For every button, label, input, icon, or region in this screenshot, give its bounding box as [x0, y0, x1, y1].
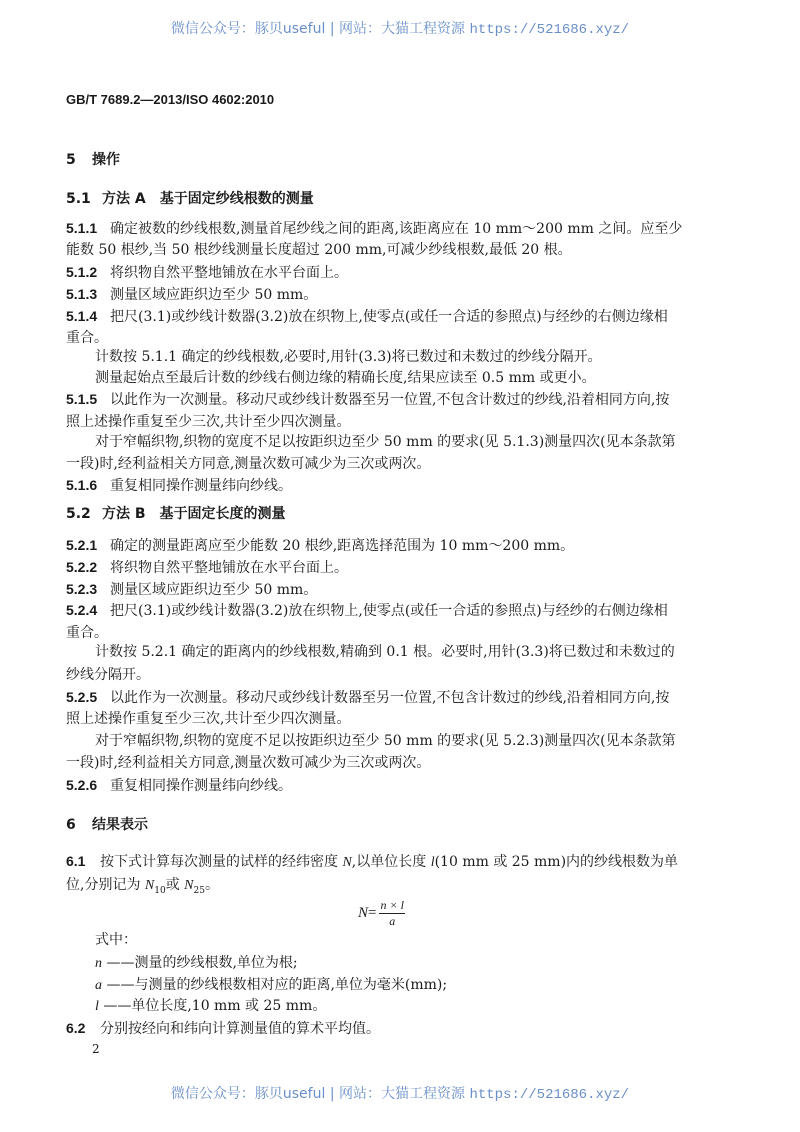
section-title: 方法 B 基于固定长度的测量 — [102, 506, 286, 522]
clause-5-2-1 — [66, 536, 574, 555]
watermark-site: 网站：大猫工程资源 — [339, 1086, 465, 1102]
where-title: 式中： — [95, 932, 137, 948]
subscript-25: 25 — [193, 885, 205, 896]
clause-5-2-4-para2-cont: 纱线分隔开。 — [66, 667, 150, 683]
section-heading-6 — [66, 816, 148, 834]
where-item-a — [95, 976, 447, 995]
section-title: 结果表示 — [92, 817, 148, 833]
clause-text: 重复相同操作测量纬向纱线。 — [110, 478, 292, 494]
symbol: l — [95, 999, 99, 1014]
clause-5-2-4 — [66, 601, 668, 620]
clause-5-1-5-para2: 对于窄幅织物,织物的宽度不足以按距织边至少 50 mm 的要求(见 5.1.3)测量四次(见本条款第 — [95, 434, 676, 450]
clause-number: 5.1.5 — [66, 391, 98, 407]
clause-text: 分别按经向和纬向计算测量值的算术平均值。 — [100, 1021, 380, 1037]
clause-text: 把尺(3.1)或纱线计数器(3.2)放在织物上,使零点(或任一合适的参照点)与经纱的右侧边缘相 — [110, 603, 668, 619]
section-title: 方法 A 基于固定纱线根数的测量 — [102, 191, 314, 207]
symbol: a — [95, 978, 102, 993]
where-item-l — [95, 997, 326, 1016]
section-number: 5 — [66, 152, 76, 168]
definition: ——单位长度,10 mm 或 25 mm。 — [98, 998, 327, 1014]
clause-text: 测量区域应距织边至少 50 mm。 — [110, 287, 318, 303]
clause-5-1-1 — [66, 219, 682, 238]
standard-header: GB/T 7689.2—2013/ISO 4602:2010 — [66, 92, 275, 107]
clause-number: 5.2.6 — [66, 777, 98, 793]
clause-text: 把尺(3.1)或纱线计数器(3.2)放在织物上,使零点(或任一合适的参照点)与经纱的右侧边缘相 — [110, 309, 668, 325]
watermark-url[interactable]: https://521686.xyz/ — [469, 1087, 630, 1103]
watermark-url[interactable]: https://521686.xyz/ — [469, 22, 630, 38]
formula-equals: = — [368, 905, 377, 921]
definition: ——与测量的纱线根数相对应的距离,单位为毫米(mm); — [102, 977, 448, 993]
clause-text: ,以单位长度 — [351, 854, 431, 870]
clause-text: 将织物自然平整地铺放在水平台面上。 — [110, 265, 348, 281]
clause-5-2-3 — [66, 580, 317, 599]
clause-6-1 — [66, 852, 678, 872]
clause-5-1-6 — [66, 476, 292, 495]
formula-fraction — [379, 898, 404, 929]
clause-number: 5.1.6 — [66, 477, 98, 493]
definition: ——测量的纱线根数,单位为根; — [102, 955, 298, 971]
clause-5-2-4-cont: 重合。 — [66, 625, 108, 641]
clause-5-2-5 — [66, 688, 669, 707]
clause-number: 5.1.1 — [66, 220, 98, 236]
clause-text: 确定的测量距离应至少能数 20 根纱,距离选择范围为 10 mm～200 mm。 — [110, 538, 575, 554]
symbol-N: N — [342, 855, 352, 870]
clause-number: 5.2.5 — [66, 689, 98, 705]
clause-5-2-5-para2-cont: 一段)时,经利益相关方同意,测量次数可减少为三次或两次。 — [66, 755, 431, 771]
watermark-wechat: 微信公众号：豚贝useful — [170, 21, 326, 37]
symbol-N: N — [184, 878, 194, 893]
clause-5-1-5-para2-cont: 一段)时,经利益相关方同意,测量次数可减少为三次或两次。 — [66, 456, 431, 472]
clause-5-2-6 — [66, 776, 292, 795]
clause-text: 按下式计算每次测量的试样的经纬密度 — [100, 854, 343, 870]
subscript-10: 10 — [154, 885, 166, 896]
clause-number: 6.2 — [66, 1020, 86, 1036]
clause-5-2-5-para2: 对于窄幅织物,织物的宽度不足以按距织边至少 50 mm 的要求(见 5.2.3)测量四次(见本条款第 — [95, 733, 676, 749]
clause-5-1-2 — [66, 263, 348, 282]
watermark-site: 网站：大猫工程资源 — [339, 21, 465, 37]
symbol-l: l — [430, 855, 435, 870]
section-heading-5-1 — [66, 190, 314, 208]
watermark-top — [0, 18, 800, 38]
section-number: 5.1 — [66, 191, 91, 207]
formula — [358, 898, 405, 929]
clause-5-2-4-para2: 计数按 5.2.1 确定的距离内的纱线根数,精确到 0.1 根。必要时,用针(3.3)将已数过和未数过的 — [95, 644, 675, 660]
clause-text: 位,分别记为 — [66, 877, 145, 893]
clause-text: (10 mm 或 25 mm)内的纱线根数为单 — [434, 854, 679, 870]
clause-5-1-5 — [66, 390, 669, 409]
watermark-separator: | — [329, 1086, 335, 1102]
where-item-n — [95, 954, 298, 973]
clause-6-1-cont — [66, 876, 219, 900]
clause-5-1-5-cont: 照上述操作重复至少三次,共计至少四次测量。 — [66, 414, 351, 430]
clause-number: 5.1.2 — [66, 264, 98, 280]
section-heading-5 — [66, 151, 120, 169]
formula-denominator: a — [389, 914, 396, 928]
clause-number: 5.2.2 — [66, 559, 98, 575]
clause-text: 确定被数的纱线根数,测量首尾纱线之间的距离,该距离应在 10 mm～200 mm 之间。应至少 — [110, 221, 683, 237]
symbol-N: N — [144, 878, 155, 893]
clause-5-1-4-para3: 测量起始点至最后计数的纱线右侧边缘的精确长度,结果应读至 0.5 mm 或更小。 — [95, 370, 596, 386]
clause-text: 将织物自然平整地铺放在水平台面上。 — [110, 560, 348, 576]
clause-text: 测量区域应距织边至少 50 mm。 — [110, 582, 318, 598]
symbol: n — [95, 956, 102, 971]
clause-number: 5.2.4 — [66, 602, 98, 618]
watermark-separator: | — [329, 21, 335, 37]
clause-5-2-2 — [66, 558, 348, 577]
watermark-wechat: 微信公众号：豚贝useful — [170, 1086, 326, 1102]
clause-number: 5.1.4 — [66, 308, 98, 324]
clause-number: 5.2.3 — [66, 581, 98, 597]
clause-5-1-1-cont: 能数 50 根纱,当 50 根纱线测量长度超过 200 mm,可减少纱线根数,最低 20 根。 — [66, 242, 572, 258]
clause-text: 或 — [165, 877, 185, 893]
clause-text: 重复相同操作测量纬向纱线。 — [110, 778, 292, 794]
section-number: 6 — [66, 817, 76, 833]
clause-number: 5.2.1 — [66, 537, 98, 553]
clause-number: 5.1.3 — [66, 286, 98, 302]
section-title: 操作 — [92, 152, 120, 168]
clause-text: 以此作为一次测量。移动尺或纱线计数器至另一位置,不包含计数过的纱线,沿着相同方向,按 — [110, 690, 670, 706]
clause-5-1-3 — [66, 285, 317, 304]
clause-5-1-4-para2: 计数按 5.1.1 确定的纱线根数,必要时,用针(3.3)将已数过和未数过的纱线分隔开。 — [95, 349, 602, 365]
section-heading-5-2 — [66, 505, 286, 523]
clause-5-1-4 — [66, 307, 668, 326]
clause-6-2 — [66, 1019, 380, 1038]
section-number: 5.2 — [66, 506, 91, 522]
formula-lhs: N — [358, 905, 369, 921]
clause-5-1-4-cont: 重合。 — [66, 330, 108, 346]
clause-number: 6.1 — [66, 853, 86, 869]
formula-numerator: n × l — [380, 898, 404, 912]
clause-text: 。 — [204, 877, 219, 893]
clause-text: 以此作为一次测量。移动尺或纱线计数器至另一位置,不包含计数过的纱线,沿着相同方向,按 — [110, 392, 670, 408]
page-number: 2 — [92, 1042, 100, 1056]
watermark-bottom — [0, 1083, 800, 1103]
clause-5-2-5-cont: 照上述操作重复至少三次,共计至少四次测量。 — [66, 711, 351, 727]
